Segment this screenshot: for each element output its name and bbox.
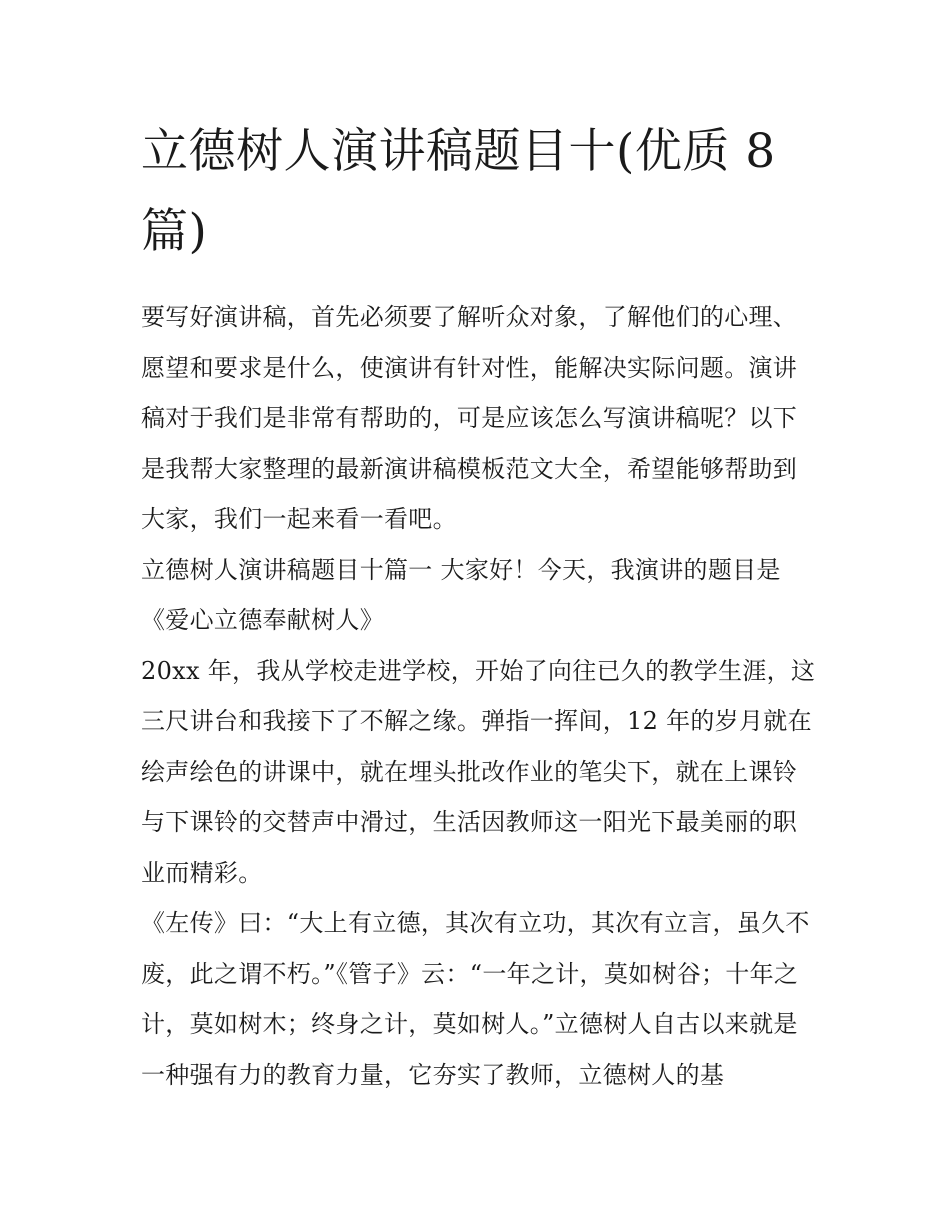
paragraph-speech-opening: 立德树人演讲稿题目十篇一 大家好！今天，我演讲的题目是《爱心立德奉献树人》 [141, 555, 781, 634]
document-title: 立德树人演讲稿题目十(优质 8 篇) [141, 124, 776, 259]
paragraph-classic-quotes: 《左传》曰：“大上有立德，其次有立功，其次有立言，虽久不废，此之谓不朽。”《管子》云：“一年之计，莫如树谷；十年之计，莫如树木；终身之计，莫如树人。”立德树人自古以来就是一种强有力的教育力量，它夯实了教师，立德树人的基 [141, 909, 810, 1089]
document-body [141, 112, 816, 1100]
paragraph-teaching-career: 20xx 年，我从学校走进学校，开始了向往已久的教学生涯，这三尺讲台和我接下了不解之缘。弹指一挥间，12 年的岁月就在绘声绘色的讲课中，就在埋头批改作业的笔尖下，就在上课铃与下课铃的交替声中滑过，生活因教师这一阳光下最美丽的职业而精彩。 [141, 656, 816, 887]
paragraph-intro: 要写好演讲稿，首先必须要了解听众对象，了解他们的心理、愿望和要求是什么，使演讲有针对性，能解决实际问题。演讲稿对于我们是非常有帮助的，可是应该怎么写演讲稿呢？以下是我帮大家整理的最新演讲稿模板范文大全，希望能够帮助到大家，我们一起来看一看吧。 [141, 303, 798, 533]
